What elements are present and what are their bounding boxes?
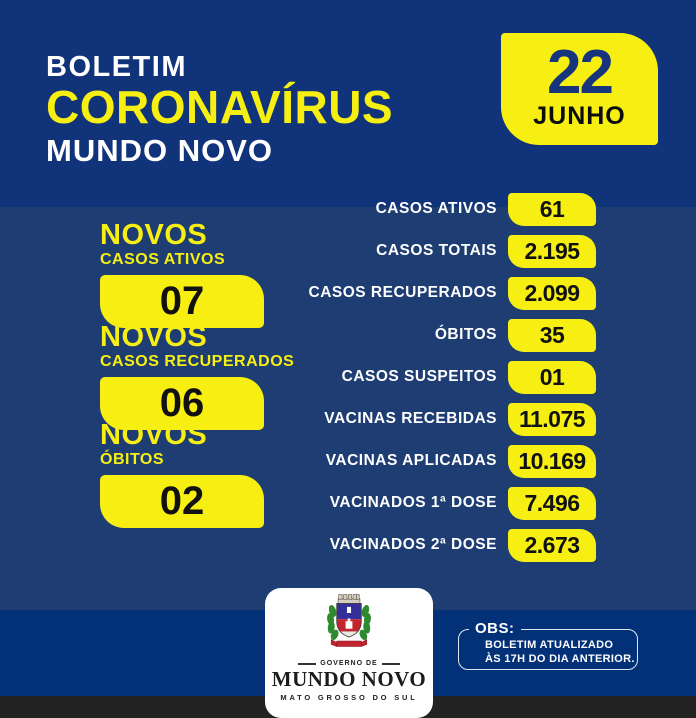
stat-label: VACINAS RECEBIDAS (324, 410, 497, 427)
stat-row-vaccines-received (0, 398, 596, 440)
highlight-value-badge: 02 (100, 475, 264, 528)
highlight-subtitle: ÓBITOS (100, 451, 165, 468)
highlight-subtitle: CASOS RECUPERADOS (100, 353, 295, 370)
stat-label: VACINADOS 1ª DOSE (329, 494, 497, 511)
stat-value-badge: 2.673 (508, 529, 596, 562)
stat-row-recovered-cases (0, 272, 596, 314)
gov-label: GOVERNO DE (320, 660, 378, 667)
stat-value-badge: 11.075 (508, 403, 596, 436)
title-coronavirus: CORONAVÍRUS (46, 81, 394, 134)
city-coat-of-arms-icon (308, 593, 390, 659)
title-city: MUNDO NOVO (46, 133, 273, 169)
gov-dash-right (382, 663, 400, 665)
date-month: JUNHO (533, 102, 626, 131)
stat-label: CASOS ATIVOS (375, 200, 497, 217)
title-boletim: BOLETIM (46, 51, 187, 83)
highlight-value-badge: 07 (100, 275, 264, 328)
obs-line1: BOLETIM ATUALIZADO (485, 639, 614, 651)
obs-title: OBS: (469, 620, 521, 637)
gov-dash-left (298, 663, 316, 665)
stat-row-total-cases (0, 230, 596, 272)
stats-list (0, 188, 596, 566)
stat-label: CASOS TOTAIS (376, 242, 497, 259)
highlight-title: NOVOS (100, 419, 208, 451)
obs-note-box (458, 620, 638, 670)
stat-row-vaccinated-dose1 (0, 482, 596, 524)
stat-row-vaccinated-dose2 (0, 524, 596, 566)
stat-value-badge: 10.169 (508, 445, 596, 478)
stat-row-suspected-cases (0, 356, 596, 398)
stat-value-badge: 7.496 (508, 487, 596, 520)
highlight-title: NOVOS (100, 321, 208, 353)
stat-value-badge: 61 (508, 193, 596, 226)
stat-label: VACINAS APLICADAS (325, 452, 497, 469)
gov-label-row (298, 660, 399, 667)
logo-state-name: MATO GROSSO DO SUL (280, 693, 418, 702)
stat-label: ÓBITOS (434, 326, 497, 343)
stat-value-badge: 01 (508, 361, 596, 394)
date-day: 22 (547, 37, 612, 107)
stat-value-badge: 35 (508, 319, 596, 352)
government-logo-card (265, 588, 433, 718)
logo-city-name: MUNDO NOVO (271, 667, 427, 691)
stat-label: CASOS SUSPEITOS (341, 368, 497, 385)
header-title-block (46, 52, 393, 168)
highlight-subtitle: CASOS ATIVOS (100, 251, 226, 268)
highlight-value-badge: 06 (100, 377, 264, 430)
stat-value-badge: 2.195 (508, 235, 596, 268)
stat-row-active-cases (0, 188, 596, 230)
date-badge (501, 33, 658, 145)
stat-label: CASOS RECUPERADOS (308, 284, 497, 301)
stat-row-vaccines-applied (0, 440, 596, 482)
stat-row-deaths (0, 314, 596, 356)
stat-value-badge: 2.099 (508, 277, 596, 310)
highlight-title: NOVOS (100, 219, 208, 251)
obs-line2: ÀS 17H DO DIA ANTERIOR. (485, 653, 635, 666)
stat-label: VACINADOS 2ª DOSE (329, 536, 497, 553)
